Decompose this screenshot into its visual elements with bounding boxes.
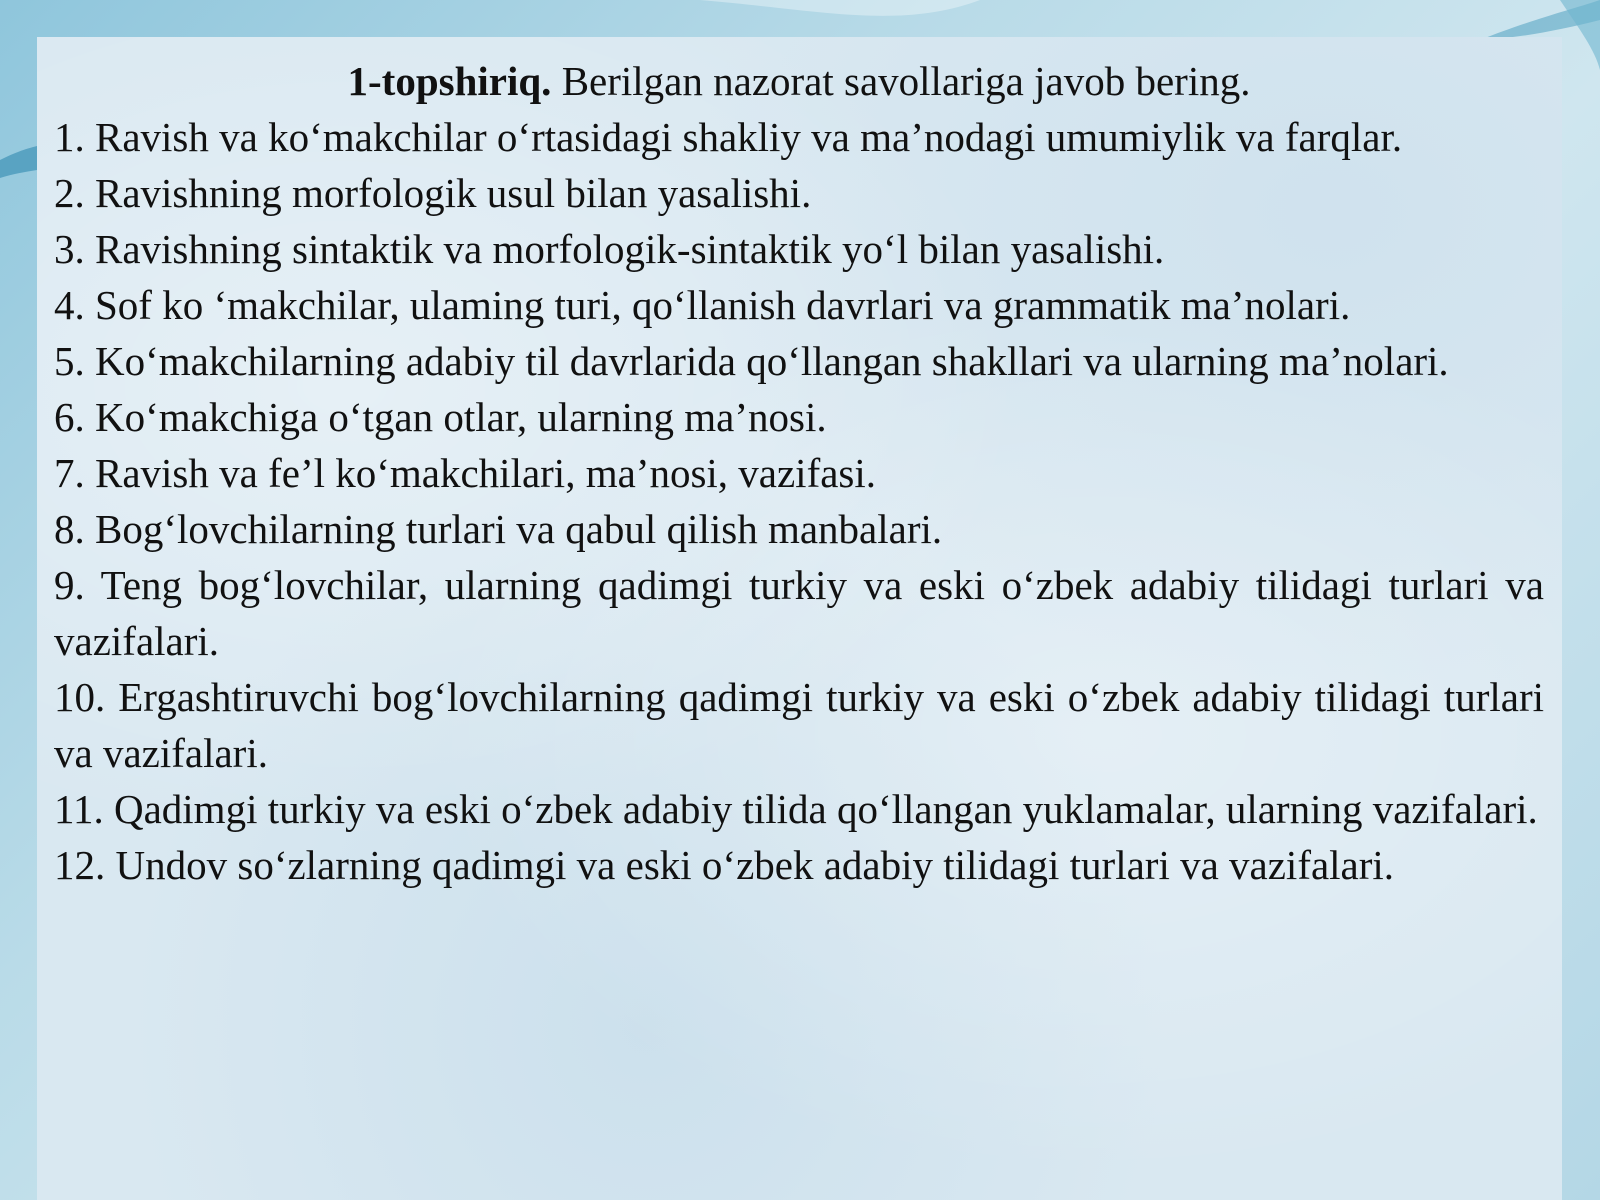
question-item: 9. Teng bog‘lovchilar, ularning qadimgi turkiy va eski o‘zbek adabiy tilidagi turlari va vazifalari. — [54, 562, 1544, 664]
question-item: 11. Qadimgi turkiy va eski o‘zbek adabiy tilida qo‘llangan yuklamalar, ularning vazifalari. — [54, 786, 1538, 832]
question-item: 7. Ravish va fe’l ko‘makchilari, ma’nosi, vazifasi. — [54, 450, 877, 496]
question-item: 6. Ko‘makchiga o‘tgan otlar, ularning ma’nosi. — [54, 394, 827, 440]
question-item: 3. Ravishning sintaktik va morfologik-sintaktik yo‘l bilan yasalishi. — [54, 226, 1165, 272]
question-item: 2. Ravishning morfologik usul bilan yasalishi. — [54, 170, 812, 216]
question-item: 8. Bog‘lovchilarning turlari va qabul qilish manbalari. — [54, 506, 943, 552]
question-item: 1. Ravish va ko‘makchilar o‘rtasidagi shakliy va ma’nodagi umumiylik va farqlar. — [54, 114, 1403, 160]
question-item: 4. Sof ko ‘makchilar, ulaming turi, qo‘llanish davrlari va grammatik ma’nolari. — [54, 282, 1351, 328]
assignment-heading-bold: 1-topshiriq. — [347, 58, 552, 104]
question-item: 10. Ergashtiruvchi bog‘lovchilarning qadimgi turkiy va eski o‘zbek adabiy tilidagi turlari va vazifalari. — [54, 674, 1544, 776]
question-item: 12. Undov so‘zlarning qadimgi va eski o‘zbek adabiy tilidagi turlari va vazifalari. — [54, 842, 1395, 888]
assignment-heading-text: Berilgan nazorat savollariga javob bering. — [551, 58, 1251, 104]
slide-content — [54, 53, 1544, 893]
assignment-heading — [54, 53, 1544, 109]
question-item: 5. Ko‘makchilarning adabiy til davrlarida qo‘llangan shakllari va ularning ma’nolari. — [54, 338, 1449, 384]
